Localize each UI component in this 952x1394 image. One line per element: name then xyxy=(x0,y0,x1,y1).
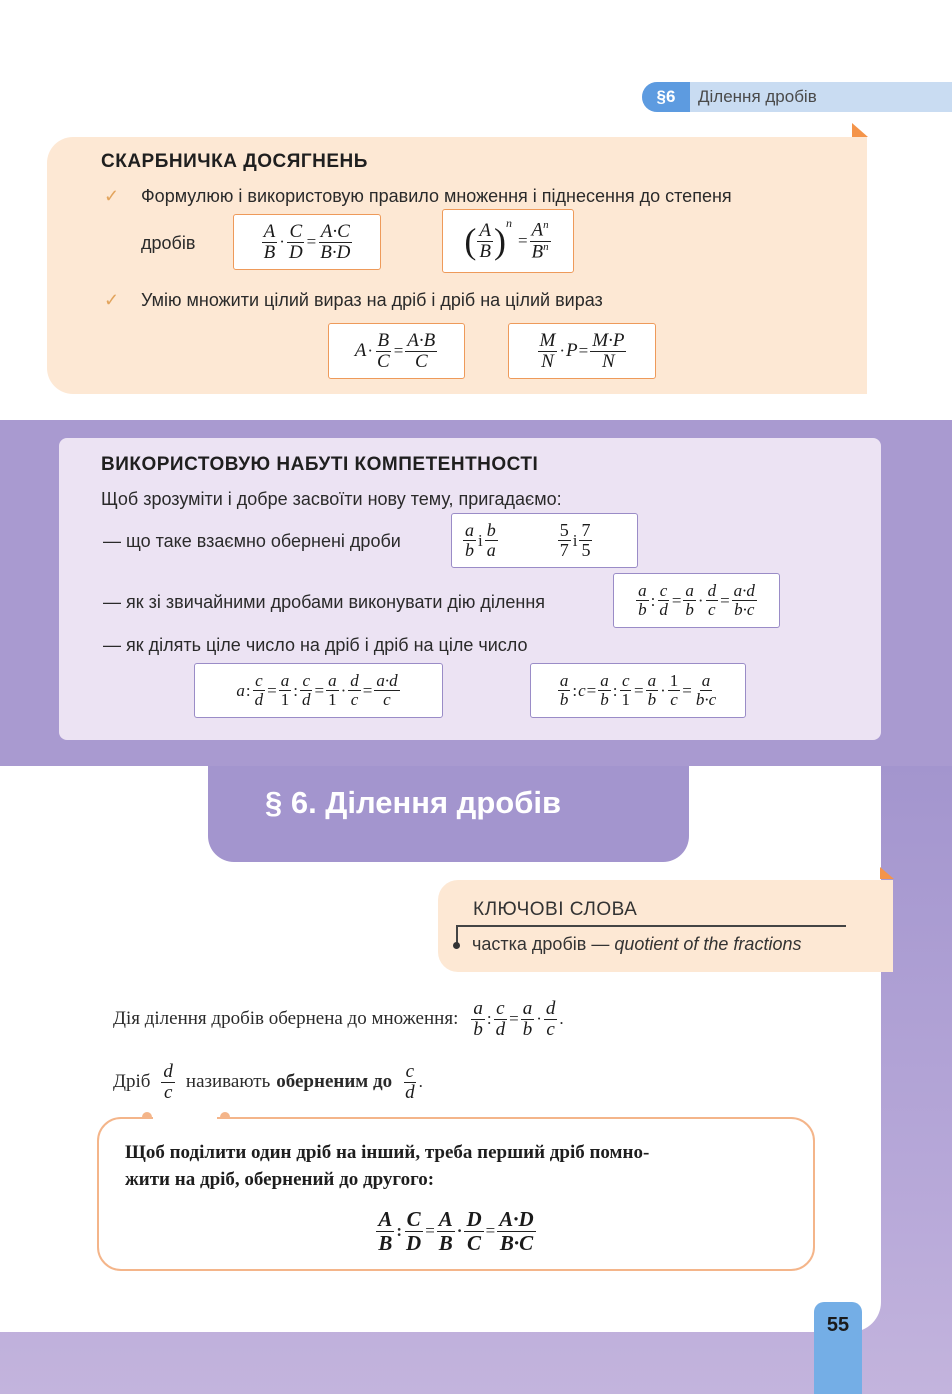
body-line-1: Дія ділення дробів обернена до множення: $\frac{a}{b}$ : $\frac{c}{d}$ = $\frac{a}{b}$ · $\frac{d}{c}$ . xyxy=(113,997,564,1040)
competences-intro: Щоб зрозуміти і добре засвоїти нову тему, пригадаємо: xyxy=(101,489,562,509)
rule-formula: $\frac{A}{B}$ : $\frac{C}{D}$ = $\frac{A}{B}$ · $\frac{D}{C}$ = $\frac{A\cdot D}{B\cdot C}$ xyxy=(378,1207,534,1255)
formula-fraction-division: $\frac{a}{b}$ : $\frac{c}{d}$ = $\frac{a}{b}$ · $\frac{d}{c}$ = $\frac{a\cdot d}{b\cdot c}$ xyxy=(613,573,780,628)
section-number: §6 xyxy=(642,82,690,112)
formula-whole-div-fraction: a : $\frac{c}{d}$ = $\frac{a}{1}$ : $\frac{c}{d}$ = $\frac{a}{1}$ · $\frac{d}{c}$ = $\frac{a\cdot d}{c}$ xyxy=(194,663,443,718)
section-header-title: Ділення дробів xyxy=(698,87,817,106)
keywords-heading: КЛЮЧОВІ СЛОВА xyxy=(473,899,638,920)
achievements-heading: СКАРБНИЧКА ДОСЯГНЕНЬ xyxy=(101,151,368,172)
formula-fraction-multiply: $\frac{A}{B}$ · $\frac{C}{D}$ = $\frac{A\cdot C}{B\cdot D}$ xyxy=(233,214,381,270)
keyword-translation: quotient of the fractions xyxy=(614,934,802,954)
corner-mark xyxy=(880,867,894,879)
body-line-2-c: оберненим до xyxy=(276,1071,393,1092)
body-line-2: Дріб $\frac{d}{c}$ називають оберненим до $\frac{c}{d}$ . xyxy=(113,1060,423,1103)
competences-heading: ВИКОРИСТОВУЮ НАБУТІ КОМПЕТЕНТНОСТІ xyxy=(101,454,539,475)
body-line-1-text: Дія ділення дробів обернена до множення: xyxy=(113,1008,459,1029)
keyword-entry xyxy=(472,934,801,955)
rule-line-1: Щоб поділити один дріб на інший, треба перший дріб помно- xyxy=(125,1142,650,1163)
achievement-item-2: Умію множити цілий вираз на дріб і дріб на цілий вираз xyxy=(141,290,603,310)
formula-reciprocal-fractions: $\frac{a}{b}$ і $\frac{b}{a}$ $\frac{5}{7}$ і $\frac{7}{5}$ xyxy=(451,513,638,568)
page-number: 55 xyxy=(814,1302,862,1394)
check-icon: ✓ xyxy=(104,290,120,310)
keyword-term: частка дробів xyxy=(472,934,587,954)
section-title: § 6. Ділення дробів xyxy=(264,785,562,820)
bullet-icon xyxy=(453,942,460,949)
rule-gap xyxy=(153,1116,217,1122)
competences-item-1: — що таке взаємно обернені дроби xyxy=(103,531,401,551)
body-line-2-b: називають xyxy=(185,1071,271,1092)
achievement-item-1-cont: дробів xyxy=(141,233,196,253)
keyword-dash: — xyxy=(591,934,610,954)
achievement-item-1: Формулюю і використовую правило множення і піднесення до степеня xyxy=(141,186,732,206)
formula-fraction-power: ( $\frac{A}{B}$ ) n = $\frac{A^n}{B^n}$ xyxy=(442,209,574,273)
corner-mark xyxy=(852,123,868,137)
check-icon: ✓ xyxy=(104,186,120,206)
rule-text xyxy=(125,1139,649,1193)
competences-item-3: — як ділять ціле число на дріб і дріб на ціле число xyxy=(103,635,528,655)
formula-fraction-div-whole: $\frac{a}{b}$ : c = $\frac{a}{b}$ : $\frac{c}{1}$ = $\frac{a}{b}$ · $\frac{1}{c}$ = $\frac{a}{b\cdot c}$ xyxy=(530,663,746,718)
keywords-rule xyxy=(458,925,846,927)
formula-whole-times-fraction: A · $\frac{B}{C}$ = $\frac{A\cdot B}{C}$ xyxy=(328,323,465,379)
body-line-2-a: Дріб xyxy=(113,1071,151,1092)
section-header-tab xyxy=(642,82,952,112)
rule-line-2: жити на дріб, обернений до другого: xyxy=(125,1169,435,1190)
formula-fraction-times-whole: $\frac{M}{N}$ · P = $\frac{M\cdot P}{N}$ xyxy=(508,323,656,379)
competences-item-2: — як зі звичайними дробами виконувати дію ділення xyxy=(103,592,546,612)
